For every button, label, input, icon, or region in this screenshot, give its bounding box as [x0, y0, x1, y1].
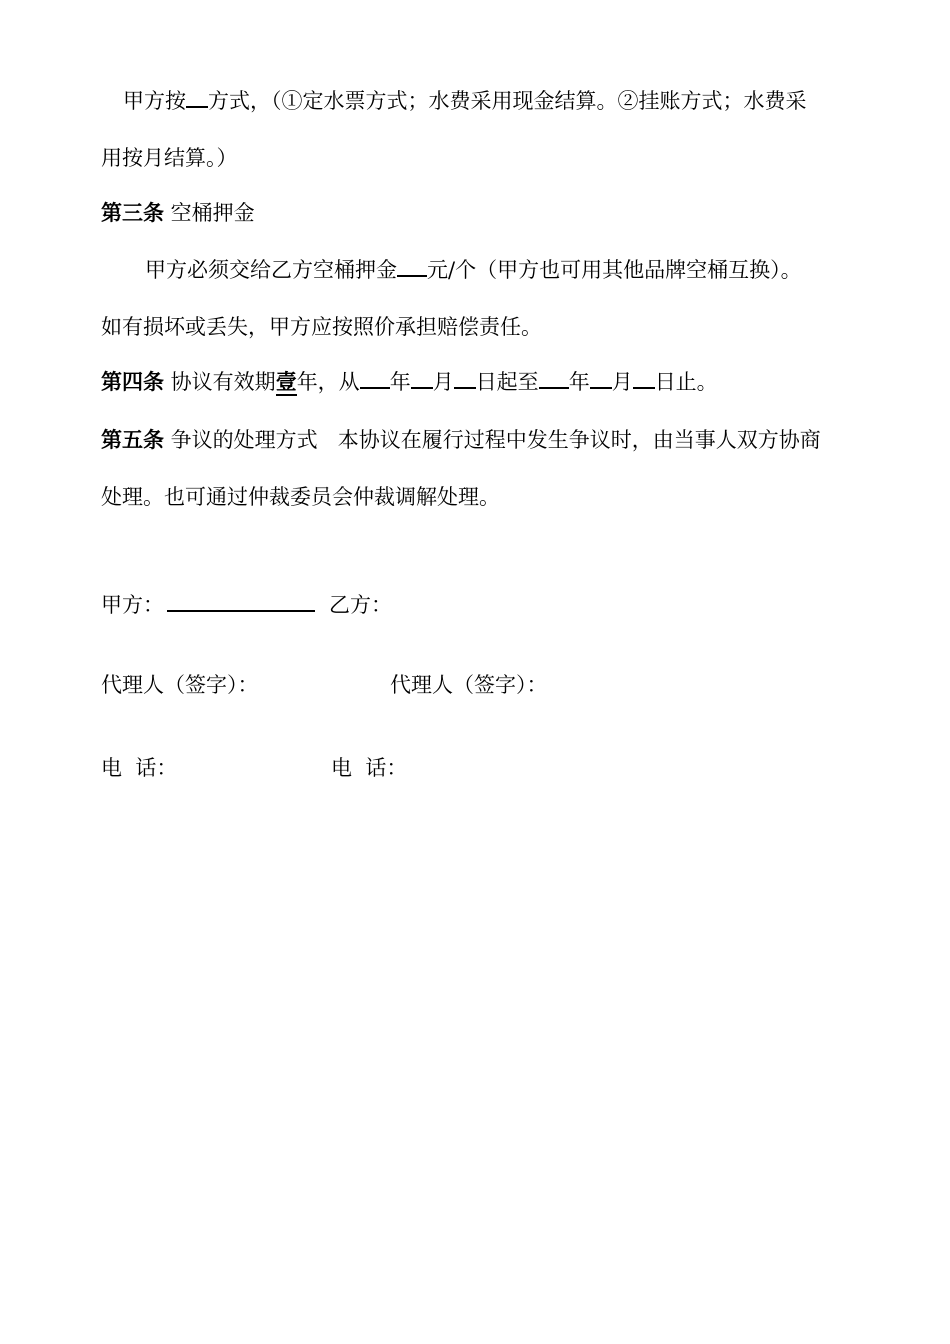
clause2-text-b: 方式，（①定水票方式；水费采用现金结算。②挂账方式；水费采 — [208, 89, 807, 113]
clause3-text-a: 甲方必须交给乙方空桶押金 — [145, 258, 397, 282]
clause2-text-a: 甲方按 — [123, 89, 186, 113]
party-b-label: 乙方： — [329, 593, 392, 617]
phone-b-label: 电 话： — [331, 756, 408, 780]
clause4-day2: 日止。 — [654, 370, 718, 394]
clause4-line — [101, 367, 718, 397]
clause4-year1: 年 — [389, 370, 411, 394]
clause3-heading: 第三条 — [101, 200, 164, 225]
clause4-text-b: 年，从 — [296, 370, 360, 394]
clause2-line2 — [101, 143, 238, 173]
agent-a-label: 代理人（签字）： — [101, 673, 259, 697]
clause3-heading-line — [101, 198, 255, 228]
blank-end-year[interactable] — [539, 367, 569, 389]
phone-b-line — [331, 753, 407, 783]
blank-end-month[interactable] — [590, 367, 612, 389]
blank-end-day[interactable] — [633, 367, 655, 389]
agent-line — [101, 670, 259, 700]
clause3-line1 — [101, 255, 802, 285]
clause5-text-line2: 处理。也可通过仲裁委员会仲裁调解处理。 — [101, 485, 500, 509]
blank-payment-method[interactable] — [186, 86, 208, 108]
blank-start-day[interactable] — [454, 367, 476, 389]
blank-start-year[interactable] — [360, 367, 390, 389]
phone-a-line — [101, 753, 177, 783]
clause5-heading: 第五条 — [101, 427, 164, 452]
clause3-line2 — [101, 312, 542, 342]
clause4-day1: 日起至 — [475, 370, 539, 394]
clause4-month2: 月 — [611, 370, 633, 394]
agent-b-line — [390, 670, 548, 700]
clause4-term: 壹 — [275, 369, 297, 394]
party-a-label: 甲方： — [101, 593, 164, 617]
clause3-title: 空桶押金 — [164, 201, 255, 225]
clause5-text-line1: 争议的处理方式 本协议在履行过程中发生争议时，由当事人双方协商 — [164, 428, 821, 452]
blank-start-month[interactable] — [411, 367, 433, 389]
phone-a-label: 电 话： — [101, 756, 178, 780]
clause4-heading: 第四条 — [101, 369, 164, 394]
clause4-text-a: 协议有效期 — [164, 370, 276, 394]
party-a-signature-field[interactable] — [167, 588, 315, 612]
clause4-year2: 年 — [568, 370, 590, 394]
blank-deposit-amount[interactable] — [397, 255, 427, 277]
clause5-line2 — [101, 482, 500, 512]
clause3-text-b: 元/个（甲方也可用其他品牌空桶互换）。 — [427, 258, 802, 282]
agent-b-label: 代理人（签字）： — [390, 673, 548, 697]
clause2-text-line2: 用按月结算。） — [101, 146, 238, 170]
clause4-month1: 月 — [432, 370, 454, 394]
clause3-text-line2: 如有损坏或丢失，甲方应按照价承担赔偿责任。 — [101, 315, 542, 339]
clause2-line1 — [101, 86, 807, 116]
party-line — [101, 588, 392, 620]
clause5-line1 — [101, 425, 821, 455]
